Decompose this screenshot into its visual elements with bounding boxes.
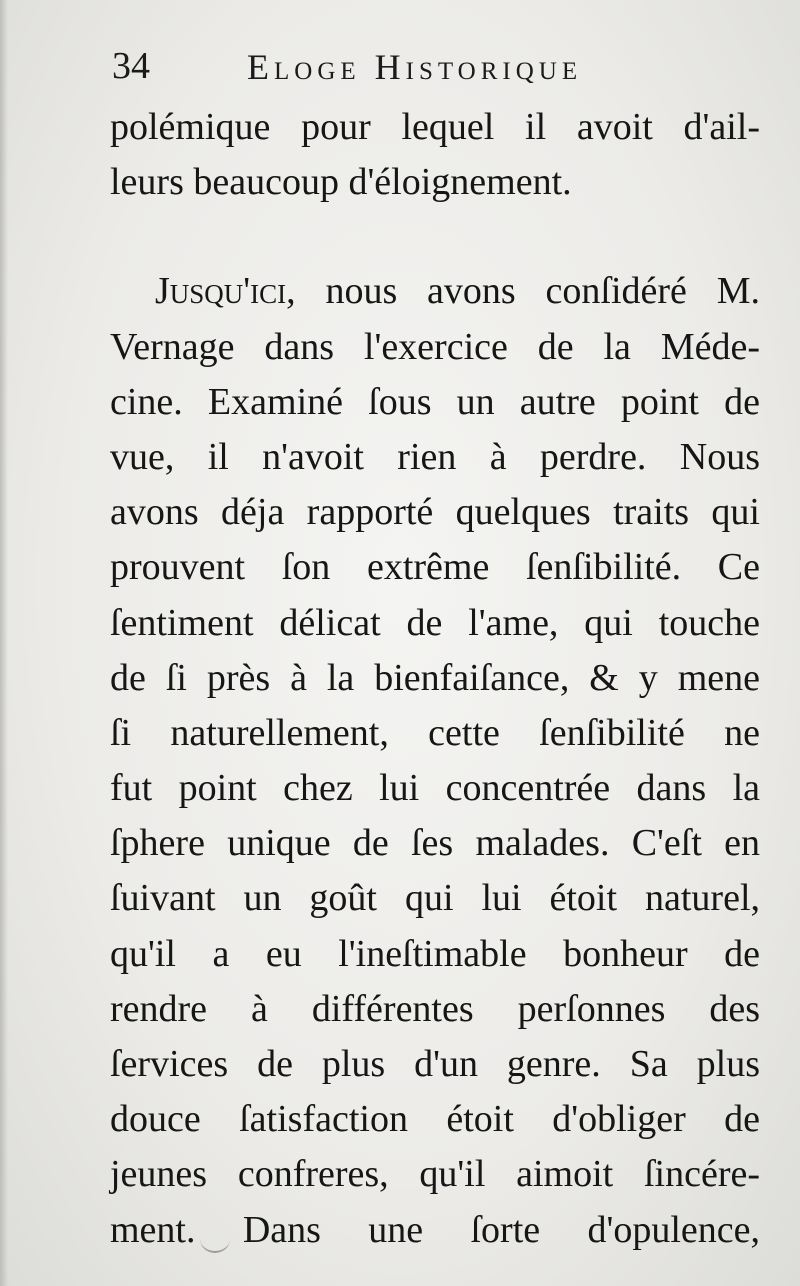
text-line: ment. Dans une ſorte d'opulence, [110,1208,760,1251]
text-line: ſi naturellement, cette ſenſibilité ne [110,711,760,754]
text-line: ſphere unique de ſes malades. C'eſt en [110,822,760,865]
text-line: jeunes confreres, qu'il aimoit ſincére- [110,1153,760,1196]
body-text [110,100,760,1258]
text-line: Vernage dans l'exercice de la Méde- [110,325,760,368]
text-line: cine. Examiné ſous un autre point de [110,380,760,423]
text-line: prouvent ſon extrême ſenſibilité. Ce [110,546,760,589]
paragraph-gap [110,210,760,264]
small-caps-opening: Jusqu'ici [155,270,287,313]
text-line: ſuivant un goût qui lui étoit naturel, [110,877,760,920]
text-line: avons déja rapporté quelques traits qui [110,491,760,534]
text-line: vue, il n'avoit rien à perdre. Nous [110,435,760,478]
page-header [112,38,672,98]
paragraph-2 [110,264,760,1257]
running-title: Eloge Historique [247,47,583,87]
page-edge-shadow [0,0,8,1286]
text-line: leurs beaucoup d'éloignement. [110,161,572,204]
text-line: ſentiment délicat de l'ame, qui touche [110,601,760,644]
paragraph-1 [110,100,760,210]
text-line: polémique pour lequel il avoit d'ail- [110,106,760,148]
text-line: qu'il a eu l'ineſtimable bonheur de [110,932,760,975]
ink-smudge [200,1225,230,1253]
opening-line-rest: , nous avons conſidéré M. [286,270,760,313]
text-line: de ſi près à la bienfaiſance, & y mene [110,656,760,699]
text-line: fut point chez lui concentrée dans la [110,767,760,810]
text-line: douce ſatisfaction étoit d'obliger de [110,1098,760,1141]
page-number: 34 [112,45,150,87]
text-line: ſervices de plus d'un genre. Sa plus [110,1043,760,1085]
text-line: rendre à différentes perſonnes des [110,987,760,1030]
text-line [110,264,760,319]
